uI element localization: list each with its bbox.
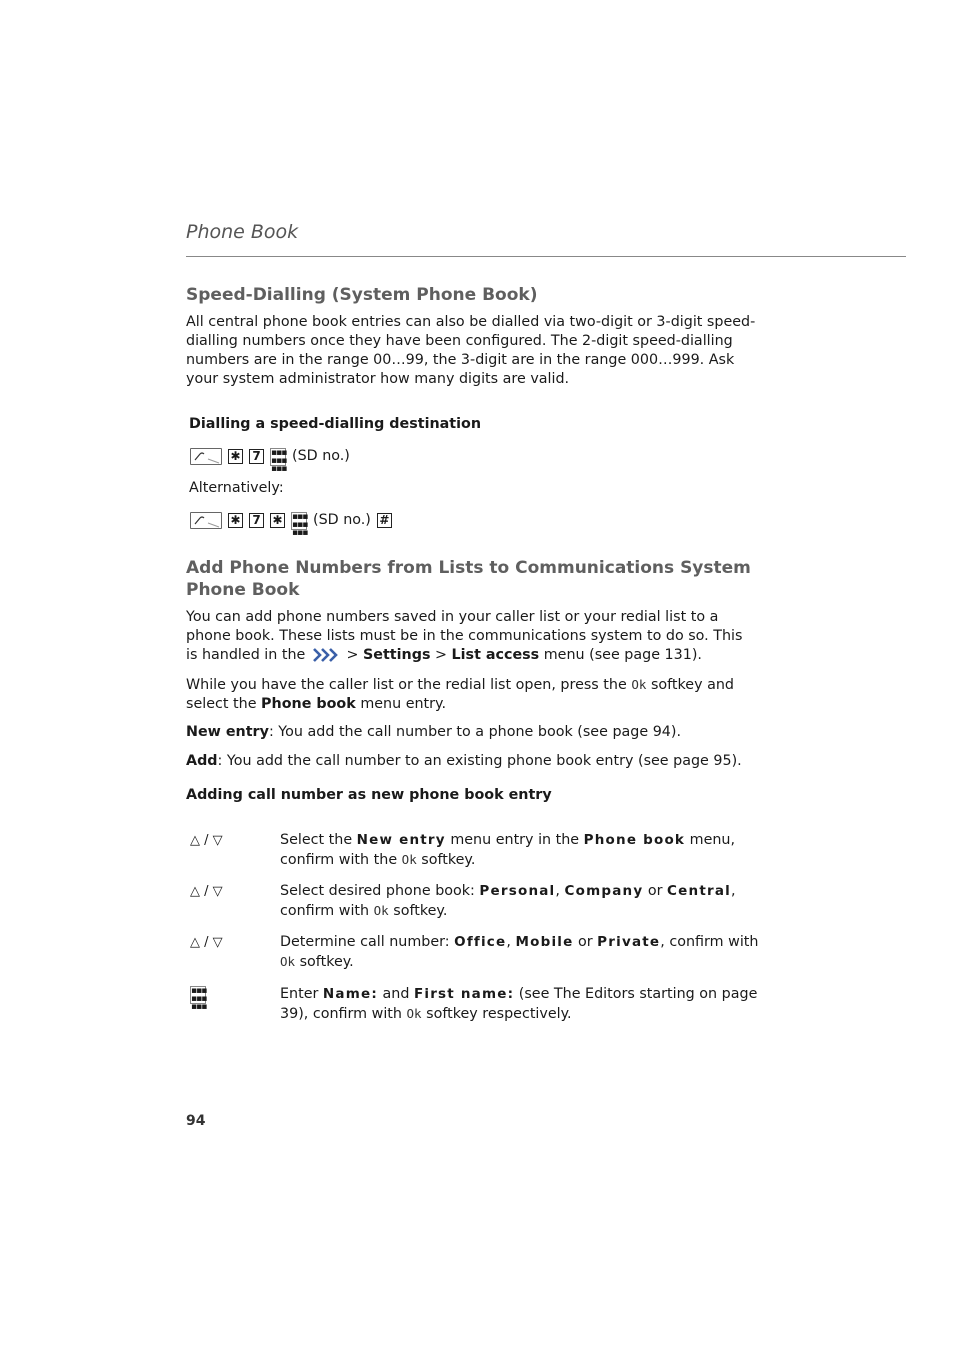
phone-book-menu-ref: Phone book: [261, 696, 356, 712]
section-heading-speed-dialling: Speed-Dialling (System Phone Book): [186, 285, 538, 305]
step-description: Determine call number: Office, Mobile or Private, confirm with Ok softkey.: [280, 934, 759, 970]
section-body: All central phone book entries can also be dialled via two-digit or 3-digit speed-dialling numbers once they have been configured. The 2-digit speed-dialling numbers are in the range 00…99, the 3-digit are in the range 000…999. Ask your system administrator how many digits are valid.: [186, 314, 756, 387]
keypad-icon: ▪▪▪ ▪▪▪ ▪▪▪: [292, 511, 308, 538]
section2-paragraph-2: While you have the caller list or the redial list open, press the Ok softkey and select the Phone book menu entry.: [186, 677, 734, 712]
key-sequence-2: [190, 511, 398, 538]
page-number: 94: [186, 1113, 206, 1129]
keypad-icon: ▪▪▪ ▪▪▪ ▪▪▪: [271, 447, 287, 474]
section2-paragraph-1: You can add phone numbers saved in your caller list or your redial list to a phone book. These lists must be in the communications system to do so. This is handled in the > Settings > List access menu (see page 131).: [186, 609, 743, 663]
step-description: Enter Name: and First name: (see The Editors starting on page 39), confirm with Ok softkey respectively.: [280, 986, 758, 1022]
star-key-icon: ✱: [228, 449, 243, 464]
ok-softkey-ref: Ok: [631, 677, 647, 692]
up-down-nav-icon: △ / ▽: [190, 833, 223, 848]
star-key-icon: ✱: [228, 513, 243, 528]
running-header: Phone Book: [186, 221, 299, 243]
add-paragraph: Add: You add the call number to an existing phone book entry (see page 95).: [186, 753, 742, 769]
settings-menu-ref: Settings: [362, 647, 431, 663]
key-sequence-1: [190, 447, 350, 474]
sd-number-label: (SD no.): [292, 448, 350, 464]
list-access-menu-ref: List access: [451, 647, 540, 663]
seven-key-icon: 7: [249, 513, 264, 528]
step-description: Select the New entry menu entry in the Phone book menu, confirm with the Ok softkey.: [280, 832, 736, 868]
hash-key-icon: #: [377, 513, 392, 528]
section-heading-add-numbers: Add Phone Numbers from Lists to Communications System Phone Book: [186, 558, 751, 600]
star-key-icon: ✱: [270, 513, 285, 528]
step-description: Select desired phone book: Personal, Company or Central, confirm with Ok softkey.: [280, 883, 736, 919]
header-rule: [186, 256, 906, 257]
seven-key-icon: 7: [249, 449, 264, 464]
keypad-icon: ▪▪▪ ▪▪▪ ▪▪▪: [191, 985, 207, 1012]
subheading-adding: Adding call number as new phone book entry: [186, 787, 552, 803]
new-entry-paragraph: New entry: You add the call number to a phone book (see page 94).: [186, 724, 682, 740]
up-down-nav-icon: △ / ▽: [190, 884, 223, 899]
handset-icon: [190, 448, 222, 465]
handset-icon: [190, 512, 222, 529]
menu-arrows-icon: [312, 648, 340, 662]
alternatively-label: Alternatively:: [189, 480, 284, 496]
up-down-nav-icon: △ / ▽: [190, 935, 223, 950]
subheading-dialling: Dialling a speed-dialling destination: [189, 416, 482, 432]
sd-number-label: (SD no.): [313, 512, 371, 528]
